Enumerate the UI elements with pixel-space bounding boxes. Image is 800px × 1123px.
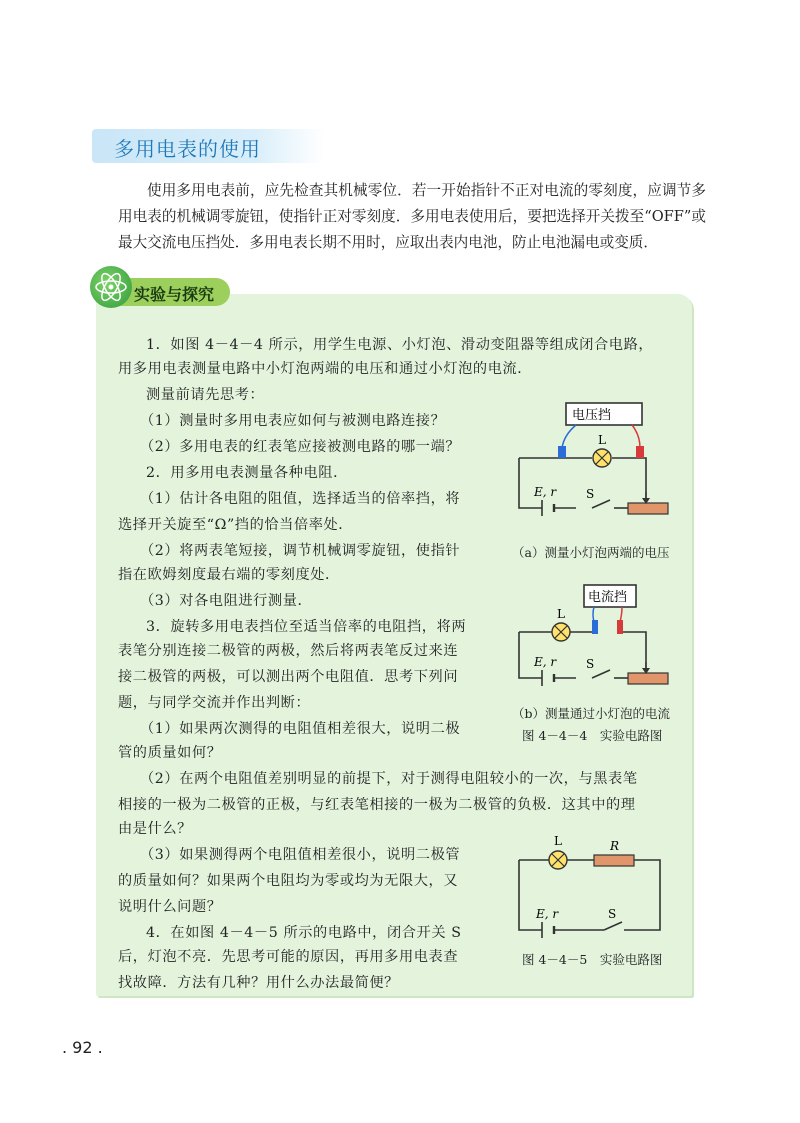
lamp-label: L	[598, 433, 606, 447]
intro-paragraph: 使用多用电表前，应先检查其机械零位．若一开始指针不正对电流的零刻度，应调节多用电表的机械调零旋钮，使指针正对零刻度．多用电表使用后，要把选择开关拨至“OFF”或最大交流电压挡处．多用电表长期不用时，应取出表内电池，防止电池漏电或变质．	[118, 182, 706, 251]
source-label: E, r	[534, 485, 557, 499]
caption-b: （b）测量通过小灯泡的电流	[512, 706, 671, 721]
exp-line: 后，灯泡不亮．先思考可能的原因，再用多用电表查	[118, 949, 459, 965]
resistor-label: R	[610, 839, 620, 853]
exp-line: 表笔分别连接二极管的两极，然后将两表笔反过来连	[118, 643, 459, 659]
exp-line: 的质量如何？如果两个电阻均为零或均为无限大，又	[118, 873, 459, 889]
exp-line: （2）多用电表的红表笔应接被测电路的哪一端？	[140, 439, 461, 455]
figure-4-4-5-caption: 图 4－4－5 实验电路图	[522, 952, 663, 967]
exp-line: 2．用多用电表测量各种电阻．	[146, 465, 348, 481]
atom-icon	[90, 266, 132, 308]
exp-line: 由是什么？	[118, 821, 192, 837]
section-heading	[92, 129, 324, 163]
switch-label: S	[608, 907, 617, 921]
exp-line: 管的质量如何？	[118, 745, 222, 761]
exp-line: （3）如果测得两个电阻值相差很小，说明二极管	[140, 847, 461, 863]
switch-label: S	[586, 657, 595, 671]
exp-line: （3）对各电阻进行测量．	[140, 593, 313, 609]
meter-label: 电压挡	[572, 408, 612, 423]
exp-line: 用多用电表测量电路中小灯泡两端的电压和通过小灯泡的电流．	[118, 361, 533, 377]
exp-line: 接二极管的两极，可以测出两个电阻值．思考下列问	[118, 669, 459, 685]
exp-line: （1）测量时多用电表应如何与被测电路连接？	[140, 413, 446, 429]
lamp-label: L	[557, 607, 565, 621]
meter-label: 电流挡	[588, 590, 628, 605]
exp-line: 说明什么问题？	[118, 899, 222, 915]
source-label: E, r	[536, 907, 559, 921]
source-label: E, r	[534, 655, 557, 669]
exp-line: （2）将两表笔短接，调节机械调零旋钮，使指针	[140, 543, 461, 559]
exp-line: 指在欧姆刻度最右端的零刻度处．	[118, 567, 340, 583]
switch-label: S	[586, 487, 595, 501]
exp-line: 1．如图 4－4－4 所示，用学生电源、小灯泡、滑动变阻器等组成闭合电路，	[146, 337, 654, 353]
lamp-label: L	[554, 834, 562, 848]
exp-line: 题，与同学交流并作出判断：	[118, 695, 311, 711]
circuit-diagram-b	[514, 582, 674, 702]
exp-line: 3．旋转多用电表挡位至适当倍率的电阻挡，将两	[146, 619, 467, 635]
section-title: 多用电表的使用	[114, 137, 261, 161]
exp-line: 找故障．方法有几种？用什么办法最简便？	[118, 975, 399, 991]
circuit-diagram-4-4-5	[514, 830, 674, 942]
experiment-label: 实验与探究	[134, 285, 215, 304]
caption-a: （a）测量小灯泡两端的电压	[512, 545, 670, 560]
exp-line: （2）在两个电阻值差别明显的前提下，对于测得电阻较小的一次，与黑表笔	[140, 771, 638, 787]
exp-line: （1）如果两次测得的电阻值相差很大，说明二极	[140, 721, 461, 737]
exp-line: 测量前请先思考：	[146, 387, 265, 403]
page-number: . 92 .	[62, 1038, 103, 1057]
exp-line: 选择开关旋至“Ω”挡的恰当倍率处．	[118, 517, 354, 533]
exp-line: 4．在如图 4－4－5 所示的电路中，闭合开关 S	[146, 925, 462, 941]
exp-line: 相接的一极为二极管的正极，与红表笔相接的一极为二极管的负极．这其中的理	[118, 797, 636, 813]
exp-line: （1）估计各电阻的阻值，选择适当的倍率挡，将	[140, 491, 461, 507]
circuit-diagram-a	[514, 400, 674, 522]
figure-4-4-4-caption: 图 4－4－4 实验电路图	[522, 728, 663, 743]
